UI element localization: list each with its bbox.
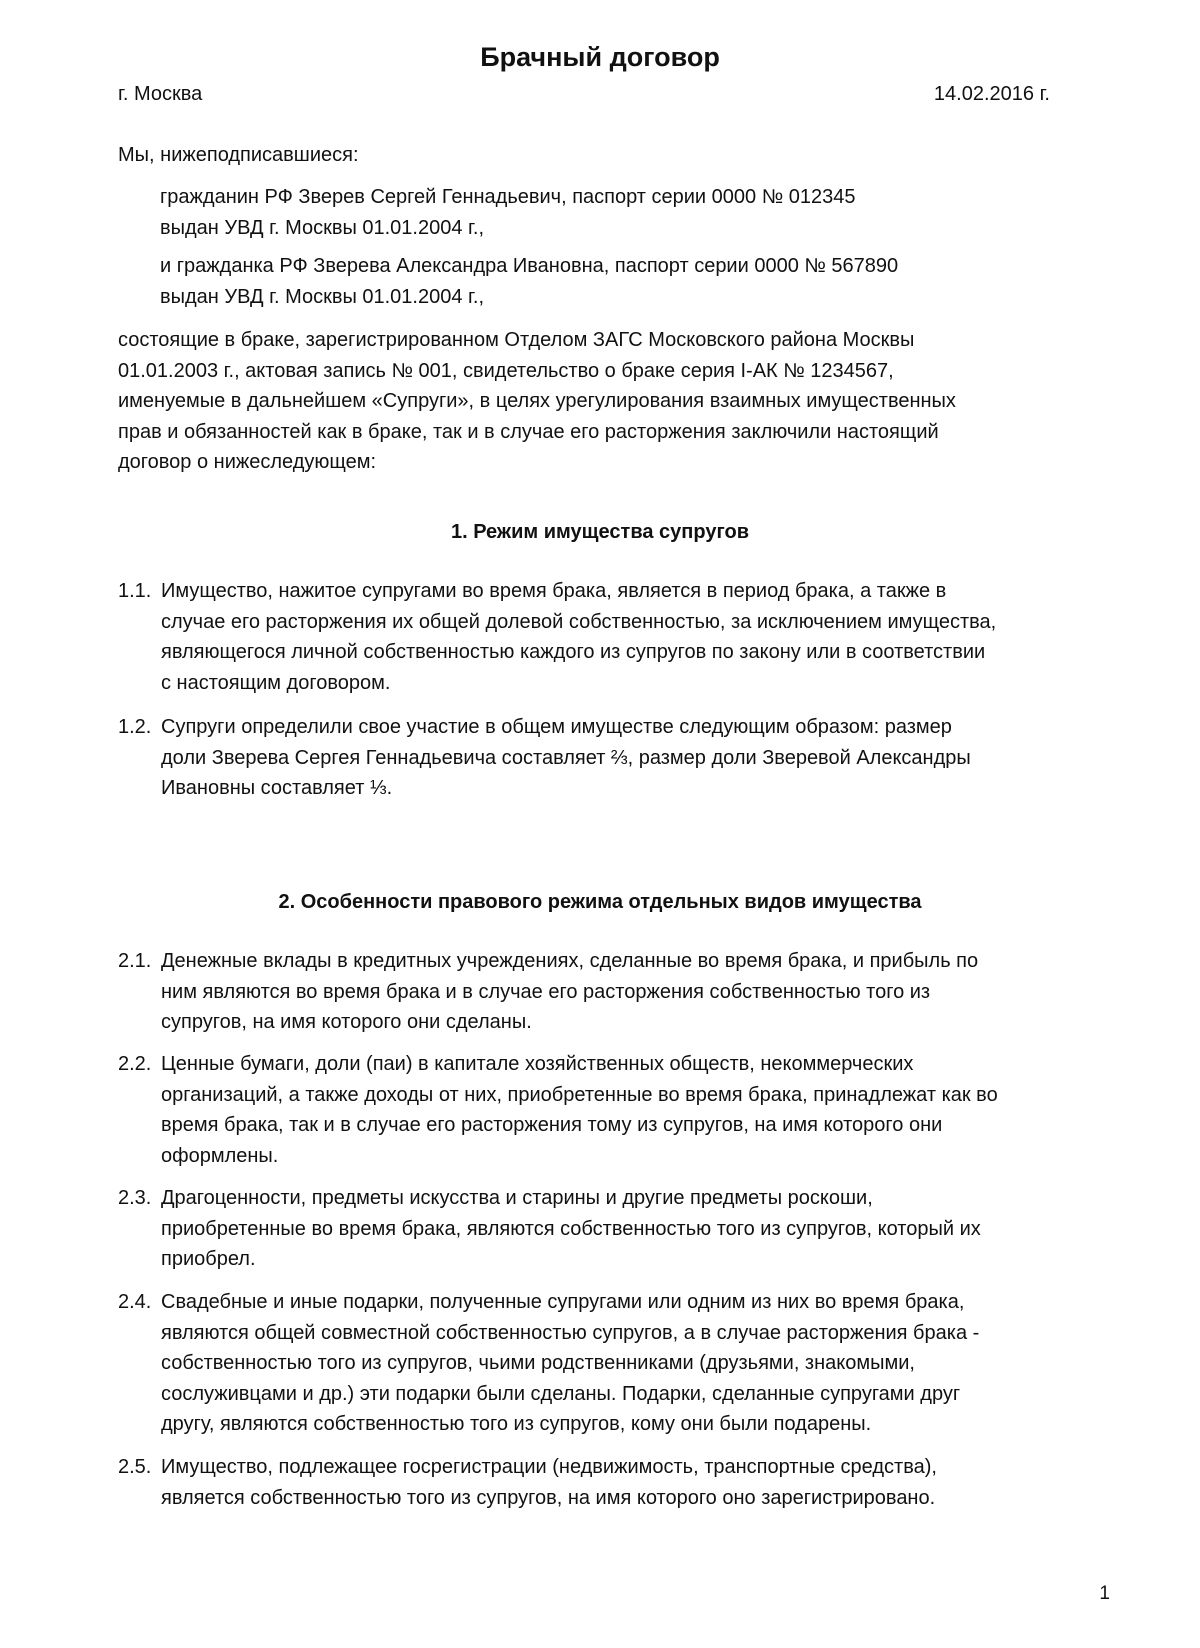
party-line: выдан УВД г. Москвы 01.01.2004 г., bbox=[160, 216, 485, 239]
clause-number: 1.1. bbox=[118, 580, 152, 602]
clause bbox=[118, 712, 1100, 804]
party-wife bbox=[160, 251, 1060, 312]
preamble bbox=[118, 325, 1078, 478]
clause-line: сослуживцами и др.) эти подарки были сделаны. Подарки, сделанные супругами друг bbox=[161, 1382, 961, 1405]
clause-line: организаций, а также доходы от них, приобретенные во время брака, принадлежат как во bbox=[161, 1083, 998, 1106]
clause bbox=[118, 1452, 1100, 1513]
section-title: 1. Режим имущества супругов bbox=[450, 521, 750, 543]
clause-line: супругов, на имя которого они сделаны. bbox=[161, 1011, 532, 1033]
clause-line: Драгоценности, предметы искусства и старины и другие предметы роскоши, bbox=[161, 1187, 873, 1209]
intro-text: Мы, нижеподписавшиеся: bbox=[118, 144, 359, 166]
clause-text bbox=[161, 1183, 1100, 1275]
clause-line: Имущество, нажитое супругами во время брака, является в период брака, а также в bbox=[161, 580, 947, 602]
clause-line: доли Зверева Сергея Геннадьевича составляет ⅔, размер доли Зверевой Александры bbox=[161, 746, 971, 769]
clause-line: с настоящим договором. bbox=[161, 671, 391, 694]
preamble-line: состоящие в браке, зарегистрированном Отделом ЗАГС Московского района Москвы bbox=[118, 329, 915, 351]
clause-line: оформлены. bbox=[161, 1144, 279, 1167]
party-line: выдан УВД г. Москвы 01.01.2004 г., bbox=[160, 285, 485, 308]
clause-line: являющегося личной собственностью каждого из супругов по закону или в соответствии bbox=[161, 641, 986, 663]
clause-line: Супруги определили свое участие в общем имуществе следующим образом: размер bbox=[161, 716, 952, 738]
clause-line: случае его расторжения их общей долевой собственностью, за исключением имущества, bbox=[161, 610, 997, 633]
clause-text bbox=[161, 946, 1100, 1038]
clause bbox=[118, 946, 1100, 1038]
clause-line: является собственностью того из супругов, на имя которого оно зарегистрировано. bbox=[161, 1486, 936, 1509]
clause-line: Имущество, подлежащее госрегистрации (недвижимость, транспортные средства), bbox=[161, 1456, 937, 1478]
clause-line: Ивановны составляет ⅓. bbox=[161, 777, 393, 799]
clause-line: приобрел. bbox=[161, 1248, 256, 1270]
clause-number: 2.2. bbox=[118, 1053, 152, 1075]
clause-line: ним являются во время брака и в случае его расторжения собственностью того из bbox=[161, 980, 931, 1003]
clause-number: 1.2. bbox=[118, 716, 152, 738]
party-line: гражданин РФ Зверев Сергей Геннадьевич, паспорт серии 0000 № 012345 bbox=[160, 186, 856, 208]
clause-line: Ценные бумаги, доли (паи) в капитале хозяйственных обществ, некоммерческих bbox=[161, 1053, 914, 1075]
clause-number: 2.3. bbox=[118, 1187, 152, 1209]
preamble-line: 01.01.2003 г., актовая запись № 001, свидетельство о браке серия I-АК № 1234567, bbox=[118, 359, 894, 382]
clause bbox=[118, 1049, 1100, 1171]
document-title: Брачный договор bbox=[480, 42, 720, 72]
clause-number: 2.5. bbox=[118, 1456, 152, 1478]
clause-line: Денежные вклады в кредитных учреждениях, сделанные во время брака, и прибыль по bbox=[161, 950, 979, 972]
clause-line: Свадебные и иные подарки, полученные супругами или одним из них во время брака, bbox=[161, 1291, 965, 1313]
clause-line: время брака, так и в случае его расторжения тому из супругов, на имя которого они bbox=[161, 1114, 943, 1136]
clause-line: собственностью того из супругов, чьими родственниками (друзьями, знакомыми, bbox=[161, 1352, 915, 1374]
page-number: 1 bbox=[1099, 1583, 1110, 1604]
preamble-line: прав и обязанностей как в браке, так и в случае его расторжения заключили настоящий bbox=[118, 420, 939, 443]
clause-number: 2.4. bbox=[118, 1291, 152, 1313]
clause-text bbox=[161, 712, 1100, 804]
city: г. Москва bbox=[118, 83, 203, 105]
place-date-line bbox=[118, 80, 1050, 108]
clause bbox=[118, 576, 1100, 698]
party-husband bbox=[160, 182, 1060, 243]
clause-line: приобретенные во время брака, являются собственностью того из супругов, который их bbox=[161, 1217, 981, 1240]
clause bbox=[118, 1287, 1100, 1440]
party-line: и гражданка РФ Зверева Александра Ивановна, паспорт серии 0000 № 567890 bbox=[160, 255, 899, 277]
clause bbox=[118, 1183, 1100, 1275]
clause-number: 2.1. bbox=[118, 950, 152, 972]
clause-text bbox=[161, 1049, 1100, 1171]
clause-text bbox=[161, 1452, 1100, 1513]
clause-line: являются общей совместной собственностью супругов, а в случае расторжения брака - bbox=[161, 1321, 980, 1344]
clause-text bbox=[161, 576, 1100, 698]
preamble-line: договор о нижеследующем: bbox=[118, 451, 377, 473]
clause-text bbox=[161, 1287, 1100, 1440]
clause-line: другу, являются собственностью того из супругов, кому они были подарены. bbox=[161, 1413, 872, 1435]
section-title: 2. Особенности правового режима отдельных видов имущества bbox=[278, 891, 922, 913]
date: 14.02.2016 г. bbox=[933, 83, 1050, 105]
preamble-line: именуемые в дальнейшем «Супруги», в целях урегулирования взаимных имущественных bbox=[118, 390, 956, 412]
